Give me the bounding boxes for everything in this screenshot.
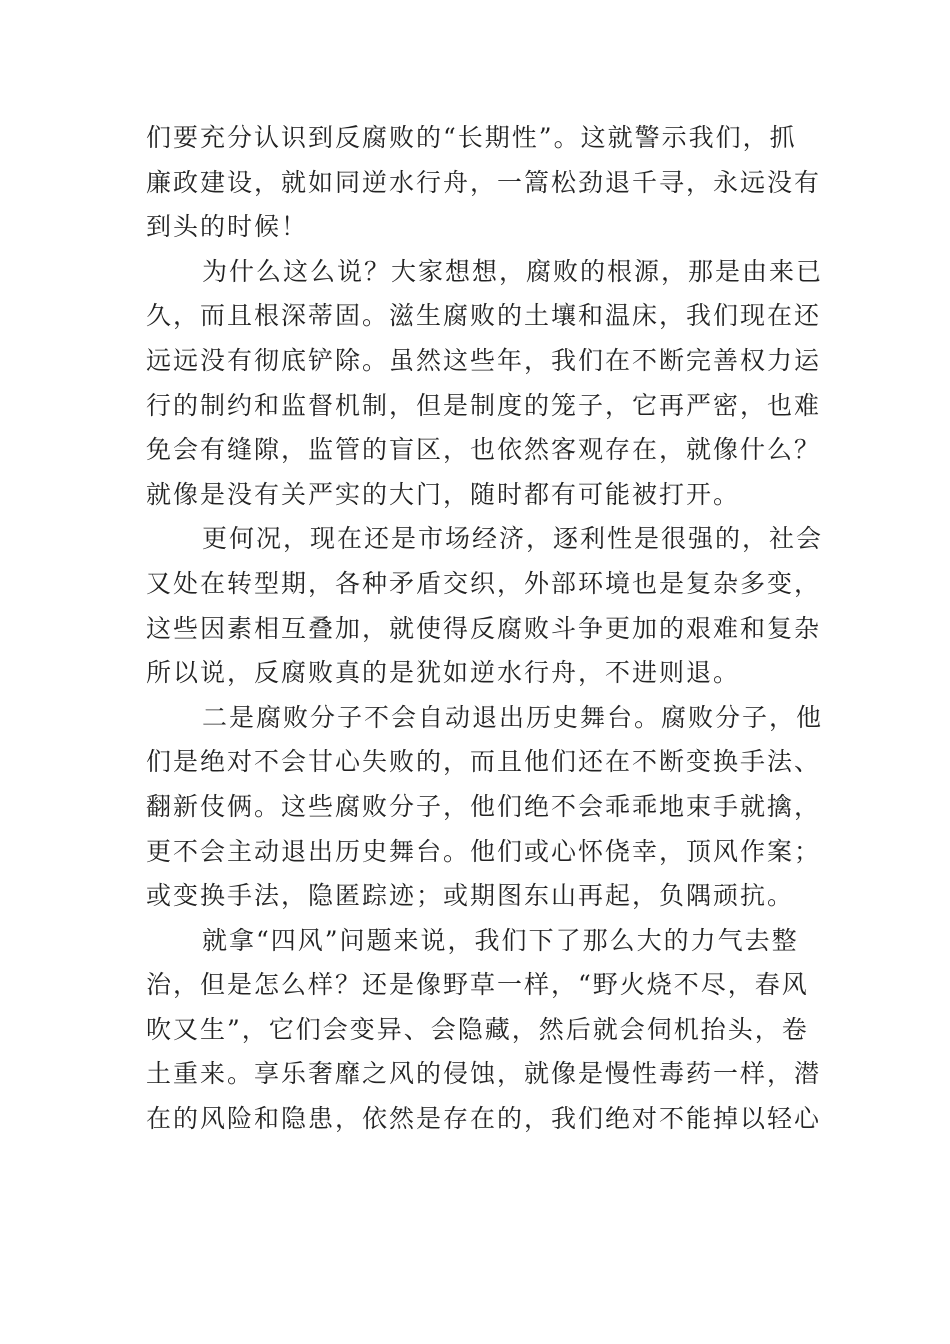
text-line: 就像是没有关严实的大门，随时都有可能被打开。 xyxy=(146,479,741,509)
body-text xyxy=(146,116,824,1142)
text-line: 又处在转型期，各种矛盾交织，外部环境也是复杂多变， xyxy=(146,568,822,598)
text-line: 土重来。享乐奢靡之风的侵蚀，就像是慢性毒药一样，潜 xyxy=(146,1059,822,1089)
text-line: 更不会主动退出历史舞台。他们或心怀侥幸，顶风作案； xyxy=(146,836,822,866)
text-line: 在的风险和隐患，依然是存在的，我们绝对不能掉以轻心 xyxy=(146,1104,822,1134)
text-line: 们要充分认识到反腐败的“长期性”。这就警示我们，抓 xyxy=(146,123,797,152)
text-line: 或变换手法，隐匿踪迹；或期图东山再起，负隅顽抗。 xyxy=(146,881,795,911)
text-line: 治，但是怎么样？还是像野草一样，“野火烧不尽，春风 xyxy=(146,970,809,1000)
text-line: 行的制约和监督机制，但是制度的笼子，它再严密，也难 xyxy=(146,390,822,420)
text-line: 到头的时候！ xyxy=(146,212,309,242)
text-line: 免会有缝隙，监管的盲区，也依然客观存在，就像什么？ xyxy=(146,435,822,465)
text-line: 翻新伎俩。这些腐败分子，他们绝不会乖乖地束手就擒， xyxy=(146,791,822,821)
text-line: 廉政建设，就如同逆水行舟，一篙松劲退千寻，永远没有 xyxy=(146,167,822,197)
paragraph-first-line: 就拿“四风”问题来说，我们下了那么大的力气去整 xyxy=(202,925,799,955)
text-line: 吹又生”，它们会变异、会隐藏，然后就会伺机抬头，卷 xyxy=(146,1014,809,1044)
text-line: 这些因素相互叠加，就使得反腐败斗争更加的艰难和复杂 xyxy=(146,613,822,643)
paragraph-first-line: 更何况，现在还是市场经济，逐利性是很强的，社会 xyxy=(202,524,824,554)
text-line: 久，而且根深蒂固。滋生腐败的土壤和温床，我们现在还 xyxy=(146,301,822,331)
text-line: 远远没有彻底铲除。虽然这些年，我们在不断完善权力运 xyxy=(146,345,822,375)
text-line: 所以说，反腐败真的是犹如逆水行舟，不进则退。 xyxy=(146,658,741,688)
paragraph-first-line: 为什么这么说？大家想想，腐败的根源，那是由来已 xyxy=(202,256,824,286)
text-line: 们是绝对不会甘心失败的，而且他们还在不断变换手法、 xyxy=(146,747,822,777)
paragraph-first-line: 二是腐败分子不会自动退出历史舞台。腐败分子，他 xyxy=(202,702,824,732)
